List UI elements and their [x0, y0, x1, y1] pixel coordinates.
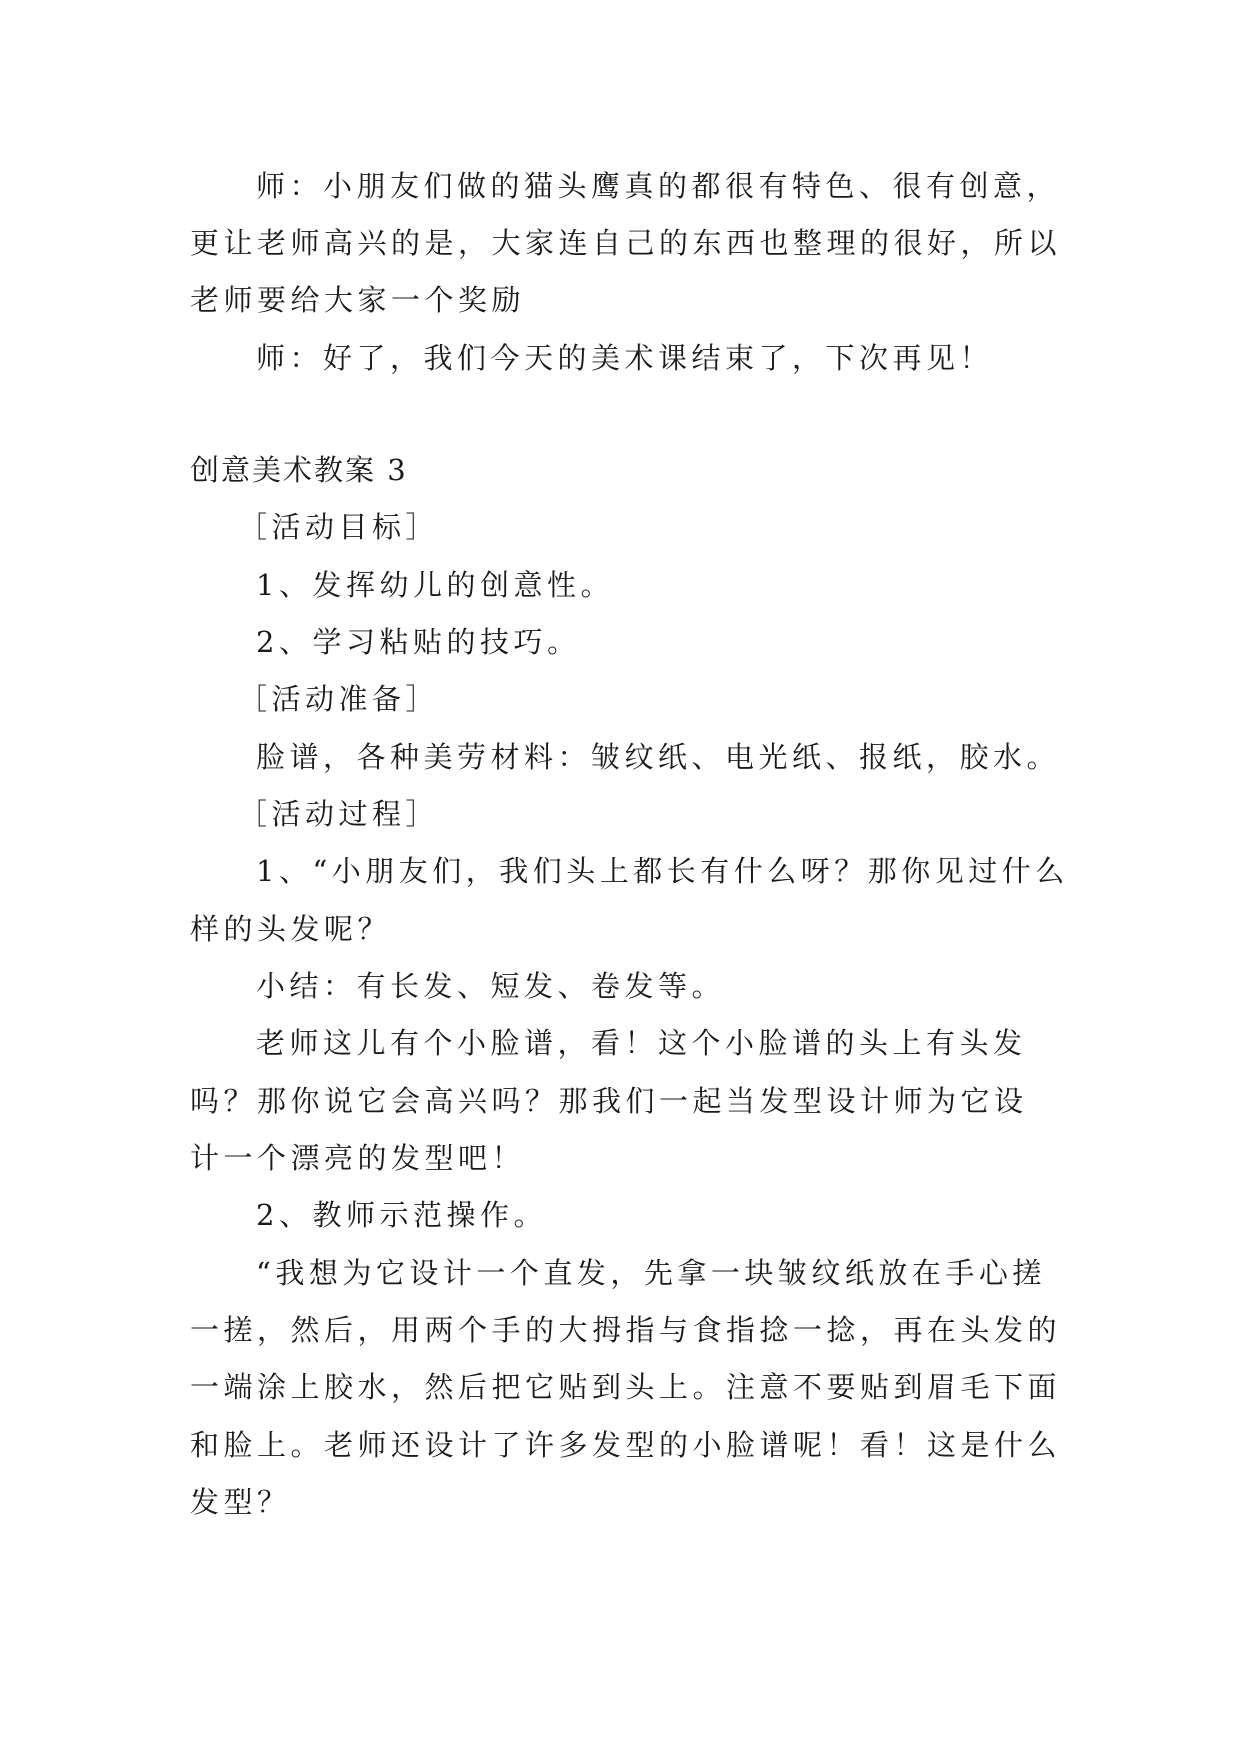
paragraph-line: 师：小朋友们做的猫头鹰真的都很有特色、很有创意， — [256, 169, 1061, 203]
paragraph-line: 一端涂上胶水，然后把它贴到头上。注意不要贴到眉毛下面 — [190, 1370, 1062, 1404]
paragraph-line: 和脸上。老师还设计了许多发型的小脸谱呢！看！这是什么 — [190, 1428, 1062, 1462]
paragraph-line: 样的头发呢？ — [190, 912, 392, 946]
paragraph-line: 脸谱，各种美劳材料：皱纹纸、电光纸、报纸，胶水。 — [256, 740, 1061, 774]
subsection-heading: ［活动准备］ — [238, 682, 440, 716]
list-item: 1、发挥幼儿的创意性。 — [256, 568, 614, 602]
paragraph-line: 老师这儿有个小脸谱，看！这个小脸谱的头上有头发 — [256, 1026, 1027, 1060]
list-item: 1、“小朋友们，我们头上都长有什么呀？那你见过什么 — [256, 854, 1069, 888]
subsection-heading: ［活动目标］ — [238, 510, 440, 544]
list-item: 2、教师示范操作。 — [256, 1198, 547, 1232]
paragraph-line: 老师要给大家一个奖励 — [190, 283, 526, 317]
section-heading: 创意美术教案 3 — [190, 453, 408, 487]
paragraph-line: 小结：有长发、短发、卷发等。 — [256, 969, 726, 1003]
paragraph-line: 发型？ — [190, 1485, 291, 1519]
paragraph-line: 计一个漂亮的发型吧！ — [190, 1141, 526, 1175]
list-item: 2、学习粘贴的技巧。 — [256, 625, 581, 659]
paragraph-line: 师：好了，我们今天的美术课结束了，下次再见！ — [256, 341, 994, 375]
paragraph-line: 吗？那你说它会高兴吗？那我们一起当发型设计师为它设 — [190, 1084, 1028, 1118]
paragraph-line: 更让老师高兴的是，大家连自己的东西也整理的很好，所以 — [190, 226, 1062, 260]
paragraph-line: 一搓，然后，用两个手的大拇指与食指捻一捻，再在头发的 — [190, 1313, 1062, 1347]
paragraph-line: “我想为它设计一个直发，先拿一块皱纹纸放在手心搓 — [256, 1256, 1046, 1290]
subsection-heading: ［活动过程］ — [238, 797, 440, 831]
